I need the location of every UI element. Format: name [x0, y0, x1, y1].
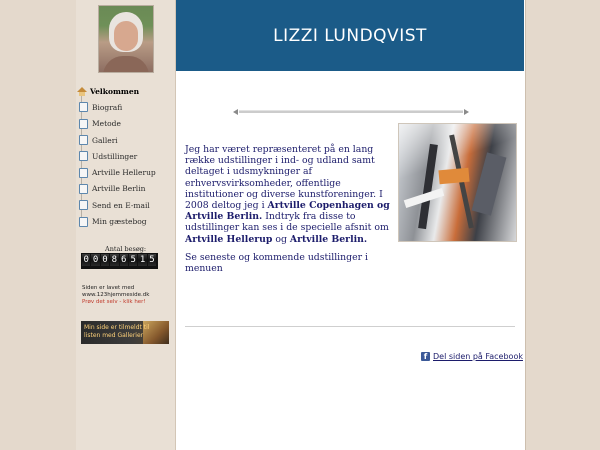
intro-bold3: Artville Berlin. — [289, 233, 368, 245]
content-divider — [185, 326, 515, 327]
sidebar-item-label: Metode — [92, 119, 121, 129]
page-icon — [79, 200, 88, 210]
counter-digit: 6 — [121, 255, 127, 265]
sidebar-nav — [77, 83, 174, 230]
visit-counter — [81, 253, 158, 269]
home-icon — [77, 87, 87, 96]
sidebar-item-guestbook[interactable] — [77, 213, 174, 229]
intro-part4: og — [272, 233, 290, 245]
intro-bold2: Artville Hellerup — [185, 233, 273, 245]
page-icon — [79, 119, 88, 129]
sidebar-item-galleri[interactable] — [77, 132, 174, 148]
sidebar-item-artville-berlin[interactable] — [77, 181, 174, 197]
page-icon — [79, 151, 88, 161]
banner-text: Min side er tilmeldt til listen med Gallerier — [84, 324, 150, 339]
page-icon — [79, 135, 88, 145]
intro-bold1: Artville Copenhagen og Artville Berlin. — [185, 200, 390, 223]
sidebar-item-label: Min gæstebog — [92, 217, 147, 227]
counter-digit: 0 — [102, 255, 108, 265]
gallery-list-banner[interactable] — [81, 321, 169, 344]
site-header — [176, 0, 524, 71]
sidebar-item-label: Velkommen — [90, 86, 140, 96]
exhibitions-note: Se seneste og kommende udstillinger i menuen — [185, 251, 368, 275]
intro-part2: I 2008 deltog jeg i — [185, 188, 383, 212]
artwork-image — [398, 123, 517, 242]
site-credit — [82, 285, 172, 306]
counter-digit: 5 — [130, 255, 136, 265]
sidebar-item-label: Biografi — [92, 102, 123, 112]
credit-link[interactable]: www.123hjemmeside.dk — [82, 292, 150, 298]
site-title: LIZZI LUNDQVIST — [273, 25, 427, 46]
counter-digit: 5 — [149, 255, 155, 265]
sidebar-item-label: Udstillinger — [92, 151, 138, 161]
counter-digit: 0 — [83, 255, 89, 265]
sidebar-item-udstillinger[interactable] — [77, 148, 174, 164]
intro-text — [185, 144, 395, 274]
intro-part3: Indtryk fra disse to udstillinger kan ses i de specielle afsnit om — [185, 211, 389, 234]
sidebar-item-label: Artville Hellerup — [92, 168, 156, 178]
facebook-icon: f — [421, 352, 430, 361]
credit-line: Siden er lavet med — [82, 285, 135, 291]
intro-part1: Jeg har været repræsenteret på en lang række udstillinger i ind- og udland samt deltaget i udsmykninger af erhvervsvirksomheder, offentlige institutioner og diverse kunstforeninger. — [185, 144, 377, 200]
sidebar-item-artville-hellerup[interactable] — [77, 164, 174, 180]
page-icon — [79, 102, 88, 112]
ornament-divider — [233, 108, 469, 116]
sidebar-item-label: Galleri — [92, 135, 118, 145]
page-icon — [79, 217, 88, 227]
page-icon — [79, 168, 88, 178]
counter-digit: 1 — [139, 255, 146, 265]
page-icon — [79, 184, 88, 194]
sidebar-item-label: Artville Berlin — [92, 184, 146, 194]
visit-counter-label: Antal besøg: — [105, 245, 147, 253]
artist-portrait — [98, 5, 154, 73]
sidebar — [76, 0, 176, 450]
counter-digit: 8 — [111, 255, 118, 265]
counter-digit: 0 — [92, 255, 99, 265]
sidebar-item-metode[interactable] — [77, 116, 174, 132]
sidebar-item-label: Send en E-mail — [92, 200, 150, 210]
facebook-share-label: Del siden på Facebook — [433, 352, 523, 361]
facebook-share-link[interactable] — [421, 352, 523, 361]
sidebar-item-velkommen[interactable] — [77, 83, 174, 99]
credit-try-link[interactable]: Prøv det selv - klik her! — [82, 299, 146, 305]
sidebar-item-send-email[interactable] — [77, 197, 174, 213]
sidebar-item-biografi[interactable] — [77, 99, 174, 115]
